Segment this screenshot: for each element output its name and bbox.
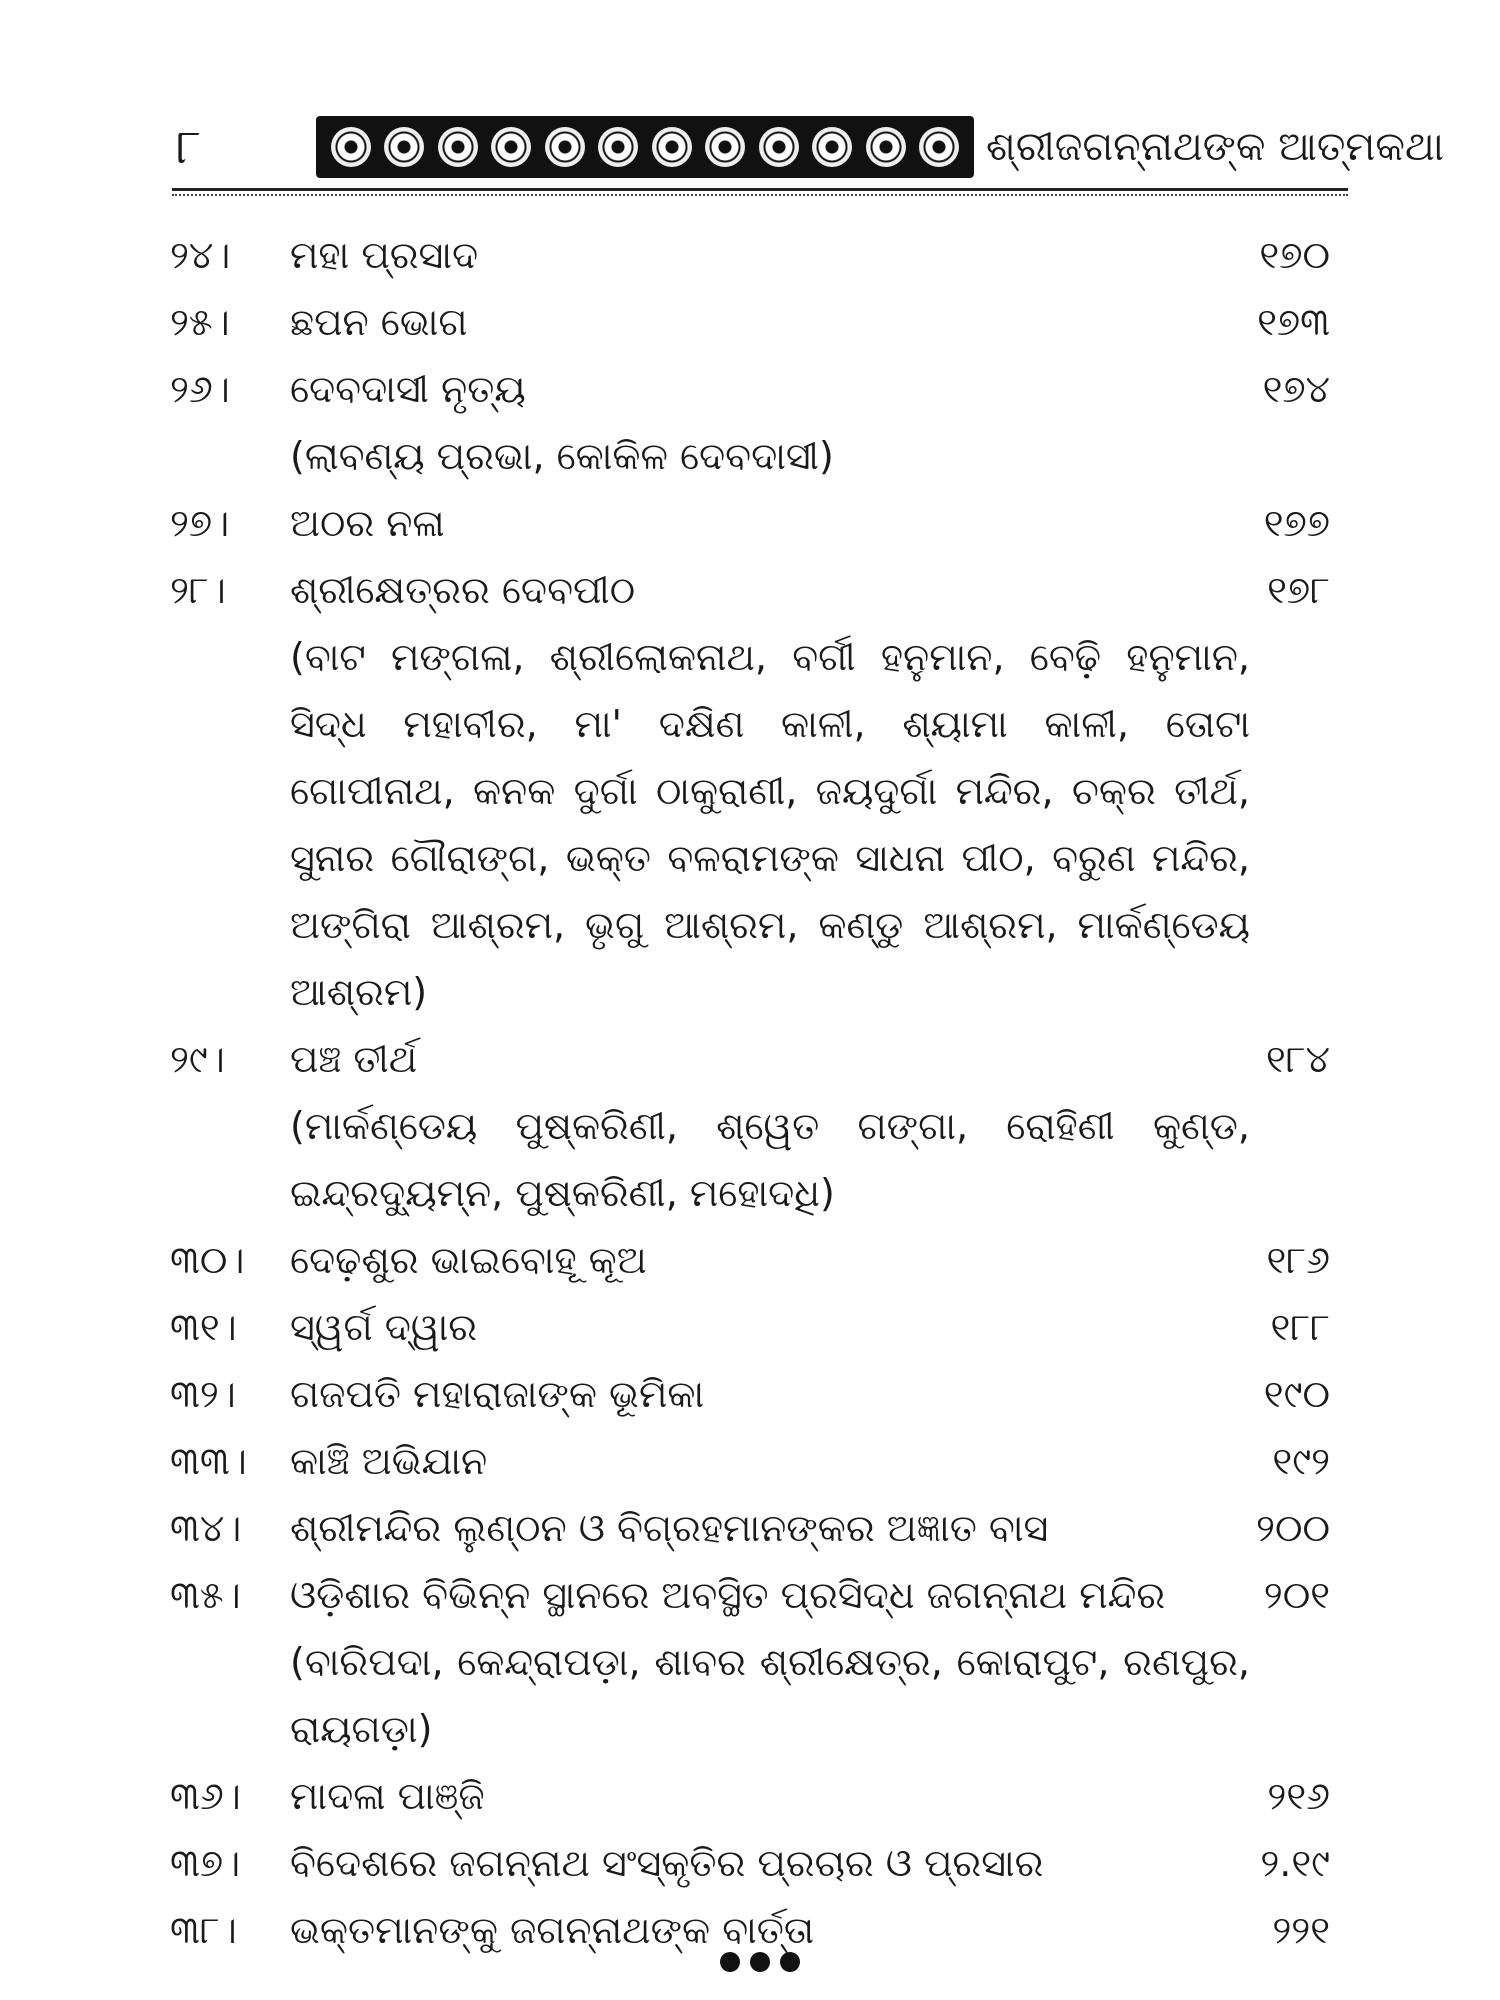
- ornament-icon: [598, 127, 638, 167]
- header-rule: [172, 188, 1348, 191]
- entry-title: ଅଠର ନଳା: [290, 501, 445, 545]
- dot-icon: [750, 1952, 770, 1972]
- toc-entry: [170, 1763, 1350, 1830]
- ornamental-border: [316, 116, 974, 178]
- entry-page: ୧୯୨: [1272, 1439, 1330, 1483]
- entry-subtitle: (ବାଟ ମଙ୍ଗଳା, ଶ୍ରୀଲୋକନାଥ, ବର୍ଗୀ ହନୁମାନ, ବେଢ଼ି ହନୁମାନ, ସିଦ୍ଧ ମହାବୀର, ମା' ଦକ୍ଷିଣ କାଳୀ, ଶ୍ୟାମା କାଳୀ, ତୋଟା ଗୋପୀନାଥ, କନକ ଦୁର୍ଗା ଠାକୁରାଣୀ, ଜୟଦୁର୍ଗା ମନ୍ଦିର, ଚକ୍ର ତୀର୍ଥ, ସୁନାର ଗୌରାଙ୍ଗ, ଭକ୍ତ ବଳରାମଙ୍କ ସାଧନା ପୀଠ, ବରୁଣ ମନ୍ଦିର, ଅଙ୍ଗିରା ଆଶ୍ରମ, ଭୃଗୁ ଆଶ୍ରମ, କଣ୍ଡୁ ଆଶ୍ରମ, ମାର୍କଣ୍ଡେୟ ଆଶ୍ରମ): [290, 635, 1250, 1014]
- entry-number: ୩୪।: [170, 1506, 242, 1550]
- entry-page: ୧୭୦: [1259, 233, 1330, 277]
- entry-number: ୩୨।: [170, 1372, 236, 1416]
- ornament-icon: [545, 127, 585, 167]
- entry-title: ଦେଢ଼ଶୁର ଭାଇବୋହୂ କୂଅ: [290, 1238, 647, 1282]
- entry-page: ୨୨୧: [1272, 1908, 1330, 1952]
- entry-number: ୩୩।: [170, 1439, 247, 1483]
- entry-page: ୨୦୧: [1263, 1573, 1330, 1617]
- entry-page: ୧୭୭: [1263, 501, 1330, 545]
- entry-title: ଦେବଦାସୀ ନୃତ୍ୟ: [290, 367, 526, 411]
- toc-entry: [170, 356, 1350, 490]
- entry-page: ୧୭୩: [1257, 300, 1330, 344]
- entry-title: ପଞ୍ଚ ତୀର୍ଥ: [290, 1037, 418, 1081]
- ornament-icon: [491, 127, 531, 167]
- entry-number: ୨୯।: [170, 1037, 225, 1081]
- toc-entry: [170, 1026, 1350, 1227]
- entry-title: ବିଦେଶରେ ଜଗନ୍ନାଥ ସଂସ୍କୃତିର ପ୍ରଚାର ଓ ପ୍ରସାର: [290, 1841, 1044, 1885]
- ornament-icon: [812, 127, 852, 167]
- entry-number: ୨୪।: [170, 233, 231, 277]
- entry-title: ମାଦଳା ପାଞ୍ଜି: [290, 1774, 485, 1818]
- page-number: ୮: [176, 119, 202, 175]
- entry-title: ଓଡ଼ିଶାର ବିଭିନ୍ନ ସ୍ଥାନରେ ଅବସ୍ଥିତ ପ୍ରସିଦ୍ଧ ଜଗନ୍ନାଥ ମନ୍ଦିର: [290, 1573, 1166, 1617]
- toc-entry: [170, 222, 1350, 289]
- entry-number: ୩୦।: [170, 1238, 245, 1282]
- toc-entry: [170, 1562, 1350, 1763]
- ornament-icon: [652, 127, 692, 167]
- book-title: ଶ୍ରୀଜଗନ୍ନାଥଙ୍କ ଆତ୍ମକଥା: [986, 124, 1444, 170]
- ornament-icon: [919, 127, 959, 167]
- entry-page: ୧୮୮: [1270, 1305, 1330, 1349]
- toc-entry: [170, 1361, 1350, 1428]
- entry-number: ୩୮।: [170, 1908, 237, 1952]
- toc-entry: [170, 557, 1350, 1026]
- entry-page: ୧୭୮: [1267, 568, 1330, 612]
- toc-entry: [170, 1428, 1350, 1495]
- entry-number: ୩୫।: [170, 1573, 241, 1617]
- toc-entry: [170, 1495, 1350, 1562]
- toc-entry: [170, 1830, 1350, 1897]
- entry-number: ୨୭।: [170, 501, 230, 545]
- entry-number: ୨୮।: [170, 568, 226, 612]
- header-dotted-rule: [172, 194, 1348, 198]
- entry-number: ୩୧।: [170, 1305, 237, 1349]
- end-ornament: [720, 1952, 800, 1972]
- entry-subtitle: (ବାରିପଦା, କେନ୍ଦ୍ରାପଡ଼ା, ଶାବର ଶ୍ରୀକ୍ଷେତ୍ର, କୋରାପୁଟ, ରଣପୁର, ରାୟଗଡ଼ା): [290, 1640, 1250, 1751]
- entry-title: ଛପନ ଭୋଗ: [290, 300, 468, 344]
- entry-number: ୨୬।: [170, 367, 230, 411]
- entry-title: ମହା ପ୍ରସାଦ: [290, 233, 479, 277]
- ornament-icon: [759, 127, 799, 167]
- entry-page: ୧୮୬: [1266, 1238, 1330, 1282]
- entry-page: ୧୮୪: [1266, 1037, 1330, 1081]
- entry-page: ୧୯୦: [1263, 1372, 1330, 1416]
- entry-title: କାଞ୍ଚି ଅଭିଯାନ: [290, 1439, 488, 1483]
- entry-page: ୨୧୬: [1267, 1774, 1330, 1818]
- entry-title: ଗଜପତି ମହାରାଜାଙ୍କ ଭୂମିକା: [290, 1372, 705, 1416]
- toc-entry: [170, 1294, 1350, 1361]
- entry-title: ଶ୍ରୀମନ୍ଦିର ଲୁଣ୍ଠନ ଓ ବିଗ୍ରହମାନଙ୍କର ଅଜ୍ଞାତ ବାସ: [290, 1506, 1049, 1550]
- entry-number: ୩୬।: [170, 1774, 241, 1818]
- entry-page: ୨୦୦: [1256, 1506, 1330, 1550]
- entry-title: ଶ୍ରୀକ୍ଷେତ୍ରର ଦେବପୀଠ: [290, 568, 636, 612]
- entry-number: ୨୫।: [170, 300, 230, 344]
- entry-page: ୨.୧୯: [1260, 1841, 1330, 1885]
- entry-title: ସ୍ୱର୍ଗ ଦ୍ୱାର: [290, 1305, 478, 1349]
- table-of-contents: [170, 222, 1350, 1964]
- ornament-icon: [705, 127, 745, 167]
- entry-subtitle: (ମାର୍କଣ୍ଡେୟ ପୁଷ୍କରିଣୀ, ଶ୍ୱେତ ଗଙ୍ଗା, ରୋହିଣୀ କୁଣ୍ଡ, ଇନ୍ଦ୍ରଦ୍ୟୁମ୍ନ, ପୁଷ୍କରିଣୀ, ମହୋଦଧି): [290, 1104, 1250, 1215]
- ornament-icon: [438, 127, 478, 167]
- toc-entry: [170, 490, 1350, 557]
- ornament-icon: [384, 127, 424, 167]
- ornament-icon: [331, 127, 371, 167]
- toc-entry: [170, 1227, 1350, 1294]
- entry-title: ଭକ୍ତମାନଙ୍କୁ ଜଗନ୍ନାଥଙ୍କ ବାର୍ତ୍ତା: [290, 1908, 815, 1952]
- entry-subtitle: (ଲାବଣ୍ୟ ପ୍ରଭା, କୋକିଳ ଦେବଦାସୀ): [290, 434, 834, 478]
- dot-icon: [720, 1952, 740, 1972]
- page-header: [170, 112, 1444, 182]
- dot-icon: [780, 1952, 800, 1972]
- ornament-icon: [866, 127, 906, 167]
- entry-page: ୧୭୪: [1262, 367, 1330, 411]
- toc-entry: [170, 289, 1350, 356]
- entry-number: ୩୭।: [170, 1841, 241, 1885]
